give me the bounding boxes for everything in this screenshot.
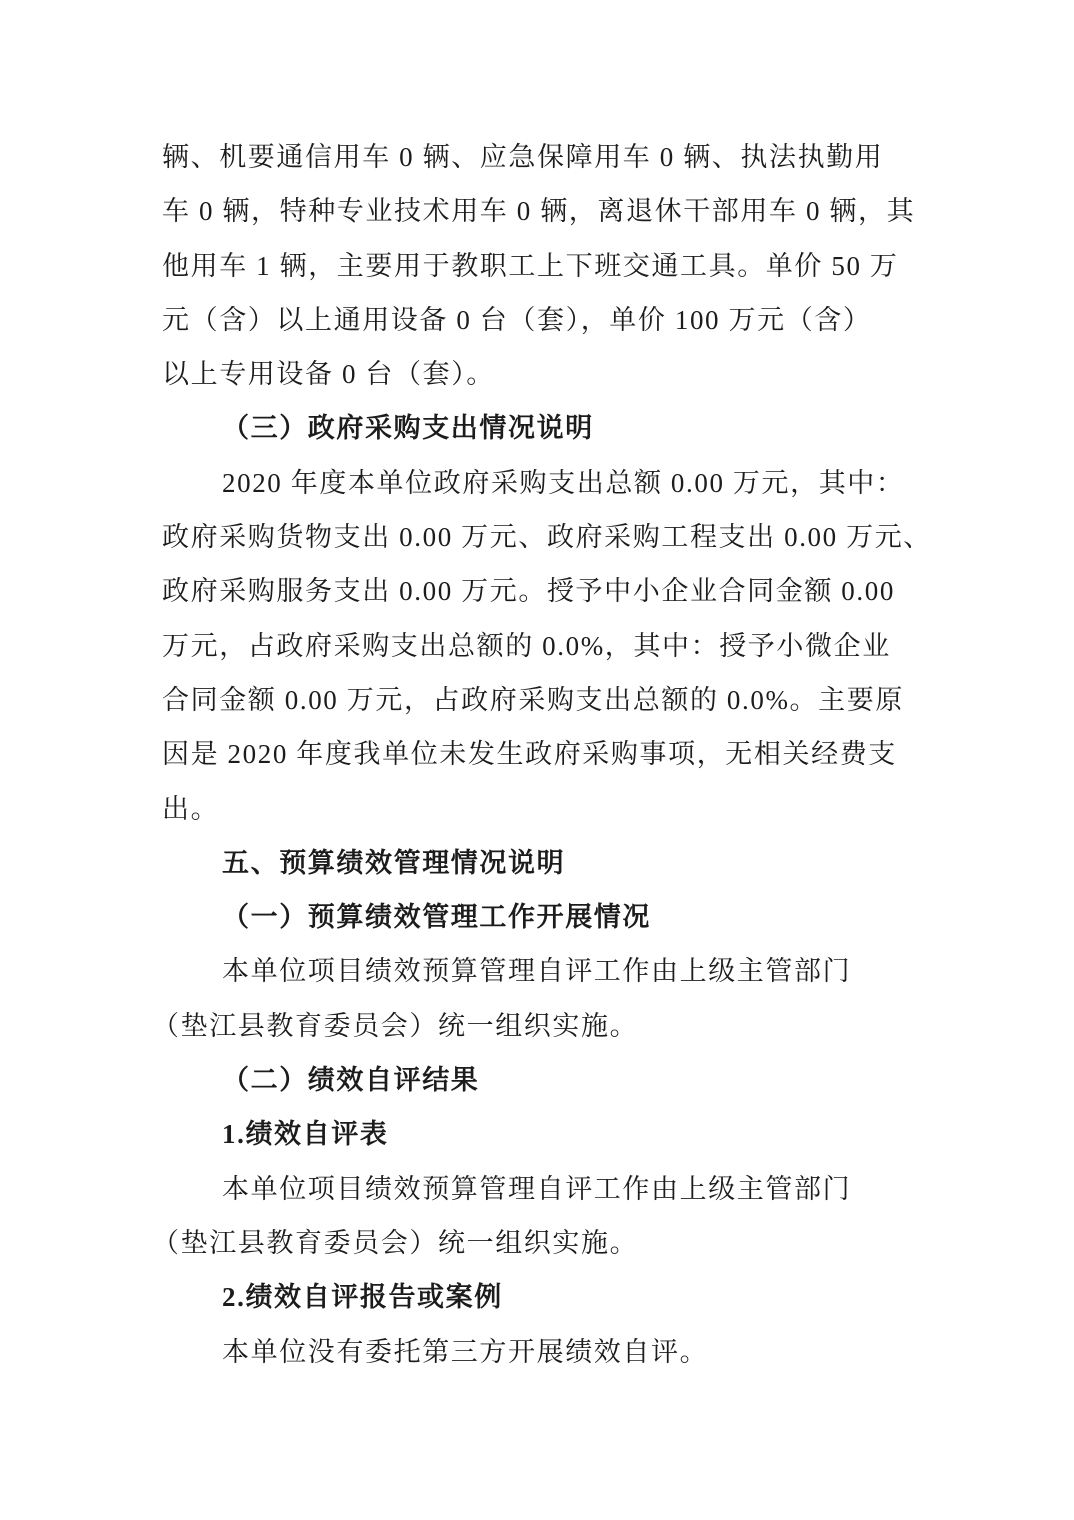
text-line: 出。 (162, 793, 220, 824)
text-line: 政府采购服务支出 0.00 万元。授予中小企业合同金额 0.00 (162, 576, 895, 607)
heading-line: 1.绩效自评表 (222, 1119, 389, 1150)
section-heading (162, 401, 1074, 455)
text-line: 辆、机要通信用车 0 辆、应急保障用车 0 辆、执法执勤用 (162, 142, 884, 172)
paragraph (152, 1162, 1074, 1271)
paragraph (152, 944, 1074, 1053)
text-line: 万元，占政府采购支出总额的 0.0%，其中：授予小微企业 (162, 630, 891, 661)
heading-line: （三）政府采购支出情况说明 (222, 413, 594, 444)
paragraph (162, 456, 1074, 836)
text-line: （垫江县教育委员会）统一组织实施。 (152, 1010, 639, 1041)
heading-line: （二）绩效自评结果 (222, 1065, 480, 1096)
section-heading (162, 890, 1074, 944)
heading-line: 五、预算绩效管理情况说明 (222, 847, 566, 878)
text-line: 车 0 辆，特种专业技术用车 0 辆，离退休干部用车 0 辆，其 (162, 196, 916, 227)
text-line: （垫江县教育委员会）统一组织实施。 (152, 1227, 639, 1258)
section-heading (162, 836, 1074, 890)
text-line: 元（含）以上通用设备 0 台（套），单价 100 万元（含） (162, 304, 872, 335)
text-line: 本单位项目绩效预算管理自评工作由上级主管部门 (222, 1173, 852, 1204)
section-heading (162, 1053, 1074, 1107)
paragraph (162, 1325, 1074, 1379)
text-line: 政府采购货物支出 0.00 万元、政府采购工程支出 0.00 万元、 (162, 522, 932, 553)
section-heading (162, 1270, 1074, 1324)
text-line: 本单位没有委托第三方开展绩效自评。 (222, 1336, 709, 1367)
document-content (152, 130, 1074, 1379)
text-line: 以上专用设备 0 台（套）。 (162, 359, 495, 390)
text-line: 本单位项目绩效预算管理自评工作由上级主管部门 (222, 956, 852, 987)
text-line: 2020 年度本单位政府采购支出总额 0.00 万元，其中： (222, 467, 905, 498)
section-heading (162, 1107, 1074, 1161)
text-line: 他用车 1 辆，主要用于教职工上下班交通工具。单价 50 万 (162, 250, 899, 281)
heading-line: （一）预算绩效管理工作开展情况 (222, 902, 651, 933)
paragraph (162, 130, 1074, 401)
text-line: 因是 2020 年度我单位未发生政府采购事项，无相关经费支 (162, 739, 897, 770)
heading-line: 2.绩效自评报告或案例 (222, 1282, 503, 1313)
text-line: 合同金额 0.00 万元，占政府采购支出总额的 0.0%。主要原 (162, 684, 904, 715)
